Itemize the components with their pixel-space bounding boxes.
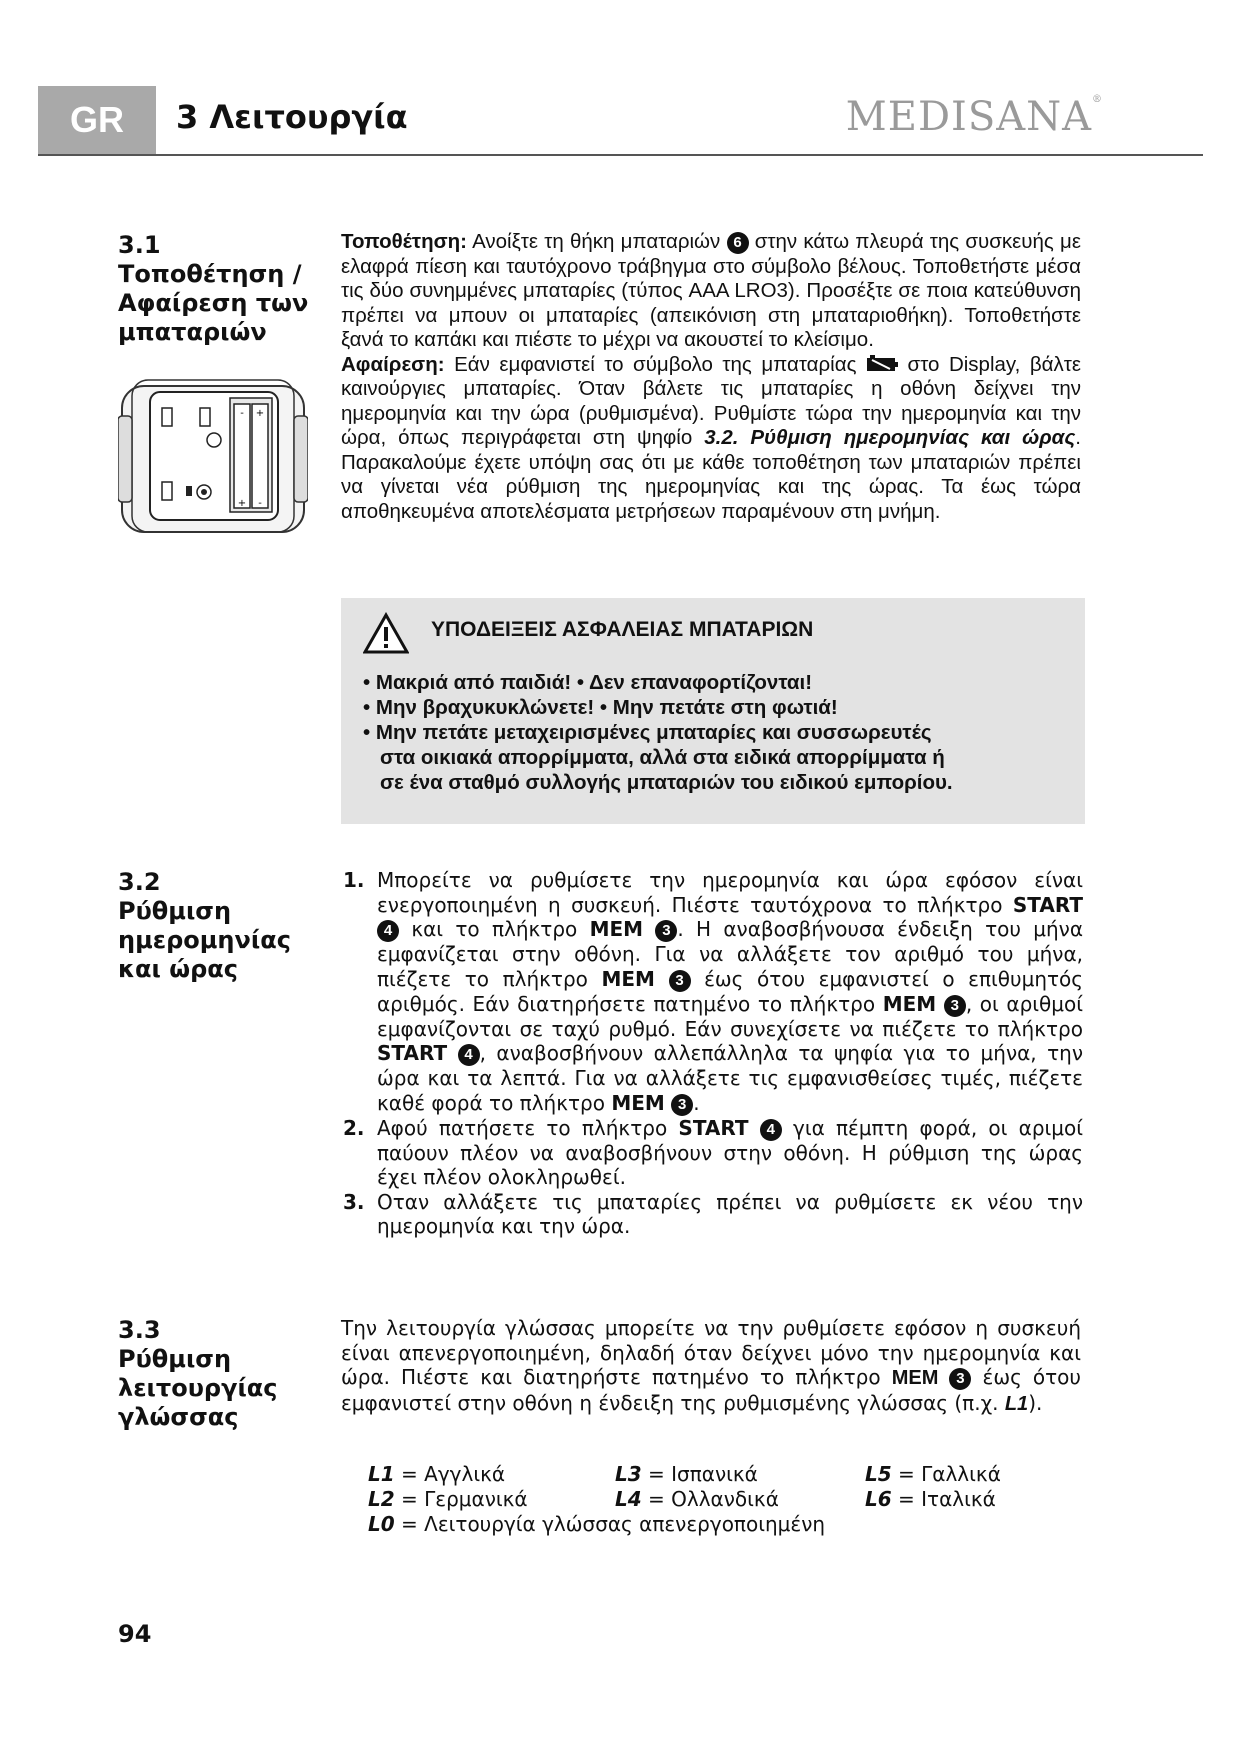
section-3-3-text <box>341 1316 1081 1416</box>
section-title: Ρύθμιση λειτουργίας γλώσσας <box>118 1345 278 1431</box>
notice-title: ΥΠΟΔΕΙΞΕΙΣ ΑΣΦΑΛΕΙΑΣ ΜΠΑΤΑΡΙΩΝ <box>431 618 814 641</box>
item-number: 1. <box>343 868 365 892</box>
start-key: START <box>678 1115 749 1140</box>
warning-triangle-icon <box>363 612 409 654</box>
section-3-2-heading <box>118 868 318 984</box>
language-row <box>368 1462 1088 1487</box>
language-entry: L2 = Γερμανικά <box>368 1487 528 1511</box>
svg-text:+: + <box>255 408 265 419</box>
mem-key: MEM <box>601 966 655 991</box>
step-text: έως ότου εμφανιστεί ο επιθυμητός αριθμός. Εάν διατηρήσετε πατημένο το πλήκτρο <box>377 966 1084 1016</box>
battery-low-icon <box>866 355 898 373</box>
language-entry: L3 = Ισπανικά <box>615 1462 758 1486</box>
ref-badge: 4 <box>377 920 399 942</box>
step-text: Μπορείτε να ρυθμίσετε την ημερομηνία και ώρα εφόσον είναι ενεργοποιημένη η συσκευή. Πιέστε ταυτόχρονα το πλήκτρο <box>377 868 1083 917</box>
language-entry: L1 = Αγγλικά <box>368 1462 506 1486</box>
language-code: L1 <box>1004 1392 1029 1415</box>
notice-item-cont: σε ένα σταθμό συλλογής μπαταριών του ειδικού εμπορίου. <box>380 771 953 794</box>
logo-text: MEDISANA <box>845 94 1092 140</box>
section-3-1-text <box>341 230 1081 524</box>
language-entry: L0 = Λειτουργία γλώσσας απενεργοποιημένη <box>368 1512 826 1536</box>
svg-text:-: - <box>258 498 262 509</box>
language-tab: GR <box>38 86 156 154</box>
language-text: ). <box>1028 1390 1043 1415</box>
notice-item: • Μακριά από παιδιά! • Δεν επαναφορτίζονται! <box>363 671 813 694</box>
language-text: Την λειτουργία γλώσσας μπορείτε να την ρυθμίσετε εφόσον η συσκευή είναι απενεργοποιημένη, δηλαδή όταν δείχνει μόνο την ημερομηνία και ώρα. Πιέστε και διατηρήστε πατημένο το πλήκτρο <box>341 1316 1081 1389</box>
list-item <box>341 1190 1083 1239</box>
insert-text: Ανοίξτε τη θήκη μπαταριών <box>472 230 721 253</box>
language-entry: L5 = Γαλλικά <box>865 1462 1001 1486</box>
page-number: 94 <box>118 1620 152 1648</box>
mem-key: MEM <box>589 917 644 941</box>
insert-text-cont: στην κάτω πλευρά της συσκευής με ελαφρά πίεση και ταυτόχρονο τράβηγμα στο σύμβολο βέλους. Τοποθετήστε μέσα τις δύο συνημμένες μπαταρίες (τύπος AAA LRO3). Προσέξτε σε ποια κατεύθυνση πρέπει να μπουν οι μπαταρίες (απεικόνιση στη μπαταριοθήκη). Τοποθετήστε ξανά το καπάκι και πιέστε το μέχρι να ακουστεί το κλείσιμο. <box>341 230 1081 351</box>
language-row <box>368 1487 1088 1512</box>
list-item: 1. Μπορείτε να ρυθμίσετε την ημερομηνία και ώρα εφόσον είναι ενεργοποιημένη η συσκευή. Πιέστε ταυτόχρονα το πλήκτρο START 4 και το πλήκτρο MEM 3 . Η αναβοσβήνουσα ένδειξη του μήνα εμφανίζεται στην οθόνη. Για να αλλάξετε τον αριθμό του μήνα, πιέζετε το πλήκτρο MEM 3 έως ότου εμφανιστεί ο επιθυμητός αριθμός. Εάν διατηρήσετε πατημένο το πλήκτρο MEM 3 , οι αριθμοί εμφανίζονται σε ταχύ ρυθμό. Εάν συνεχίσετε να πιέζετε το πλήκτρο START 4 , αναβοσβήνουν αλλεπάλληλα τα ψηφία για το μήνα, την ώρα και τα λεπτά. Για να αλλάξετε τις εμφανισθείσες τιμές, πιέζετε καθέ φορά το πλήκτρο MEM 3 . <box>343 868 1084 1115</box>
battery-compartment-illustration <box>118 378 308 538</box>
svg-text:+: + <box>237 498 247 509</box>
language-table <box>368 1462 1088 1537</box>
step-text: για πέμπτη φορά, οι αριμοί παύουν πλέον να αναβοσβήνουν στην οθόνη. Η ρύθμιση της ώρας έχει πλέον ολοκληρωθεί. <box>377 1115 1084 1189</box>
language-entry: L6 = Ιταλικά <box>865 1487 996 1511</box>
section-number: 3.1 <box>118 231 161 259</box>
section-title: Τοποθέτηση / Αφαίρεση των μπαταριών <box>118 260 309 346</box>
cross-reference: 3.2. Ρύθμιση ημερομηνίας και ώρας <box>704 426 1076 449</box>
mem-key: MEM <box>891 1367 939 1389</box>
section-3-3-heading <box>118 1316 318 1432</box>
ref-badge: 4 <box>760 1119 782 1141</box>
step-text: Οταν αλλάξετε τις μπαταρίες πρέπει να ρυθμίσετε εκ νέου την ημερομηνία και την ώρα. <box>377 1189 1083 1238</box>
step-text: και το πλήκτρο <box>411 917 578 941</box>
step-text: , αναβοσβήνουν αλλεπάλληλα τα ψηφία για το μήνα, την ώρα και τα λεπτά. Για να αλλάξετε τις εμφανισθείσες τιμές, πιέζετε καθέ φορά το πλήκτρο <box>377 1041 1083 1115</box>
mem-key: MEM <box>882 991 937 1016</box>
section-title: Ρύθμιση ημερομηνίας και ώρας <box>118 897 291 983</box>
start-key: START <box>377 1041 448 1065</box>
ref-badge: 3 <box>944 995 966 1017</box>
step-text: , οι αριθμοί εμφανίζονται σε ταχύ ρυθμό. Εάν συνεχίσετε να πιέζετε το πλήκτρο <box>377 991 1084 1041</box>
svg-text:-: - <box>240 408 244 419</box>
ref-badge: 3 <box>669 970 691 992</box>
mem-key: MEM <box>611 1090 665 1115</box>
header-rule <box>38 154 1203 156</box>
step-text: Αφού πατήσετε το πλήκτρο <box>377 1115 668 1140</box>
notice-item-cont: στα οικιακά απορρίμματα, αλλά στα ειδικά απορρίμματα ή <box>380 746 945 769</box>
battery-safety-notice <box>341 598 1085 824</box>
remove-text: Εάν εμφανιστεί το σύμβολο της μπαταρίας <box>454 352 857 376</box>
ref-badge: 6 <box>727 232 749 254</box>
ref-badge: 3 <box>671 1094 693 1116</box>
section-3-1-heading <box>118 231 318 347</box>
step-text: . Η αναβοσβήνουσα ένδειξη του μήνα εμφανίζεται στην οθόνη. Για να αλλάξετε τον αριθμό του μήνα, πιέζετε το πλήκτρο <box>377 917 1084 991</box>
start-key: START <box>1012 892 1084 917</box>
date-time-steps <box>341 868 1083 1239</box>
section-number: 3.3 <box>118 1316 161 1344</box>
language-entry: L4 = Ολλανδικά <box>615 1487 779 1511</box>
notice-item: • Μην βραχυκυκλώνετε! • Μην πετάτε στη φωτιά! <box>363 696 838 719</box>
ref-badge: 3 <box>949 1368 971 1390</box>
language-text: έως ότου εμφανιστεί στην οθόνη η ένδειξη της ρυθμισμένης γλώσσας (π.χ. <box>341 1365 1081 1415</box>
section-number: 3.2 <box>118 868 161 896</box>
item-number: 2. <box>343 1115 365 1140</box>
notice-item: • Μην πετάτε μεταχειρισμένες μπαταρίες και συσσωρευτές <box>363 721 932 744</box>
item-number: 3. <box>343 1189 365 1214</box>
medisana-logo: MEDISANA® <box>845 94 1103 140</box>
remove-text-end: . Παρακαλούμε έχετε υπόψη σας ότι με κάθε τοποθέτηση των μπαταριών πρέπει να γίνεται νέα ρύθμιση της ημερομηνίας και της ώρας. Τα έως τώρα αποθηκευμένα αποτελέσματα μετρήσεων παραμένουν στη μνήμη. <box>341 426 1081 523</box>
ref-badge: 3 <box>655 920 677 942</box>
remove-text-cont: στο Display, βάλτε καινούργιες μπαταρίες. Όταν βάλετε τις μπαταρίες η οθόνη δείχνει την ημερομηνία και την ώρα (ρυθμισμένα). Ρυθμίστε τώρα την ημερομηνία και την ώρα, όπως περιγράφεται στη ψηφίο <box>341 352 1082 449</box>
insert-label: Τοποθέτηση: <box>341 230 467 253</box>
language-row <box>368 1512 1088 1537</box>
chapter-title: 3 Λειτουργία <box>176 98 408 136</box>
ref-badge: 4 <box>458 1044 480 1066</box>
notice-list <box>363 670 953 795</box>
list-item <box>341 1116 1083 1190</box>
remove-label: Αφαίρεση: <box>341 352 445 376</box>
